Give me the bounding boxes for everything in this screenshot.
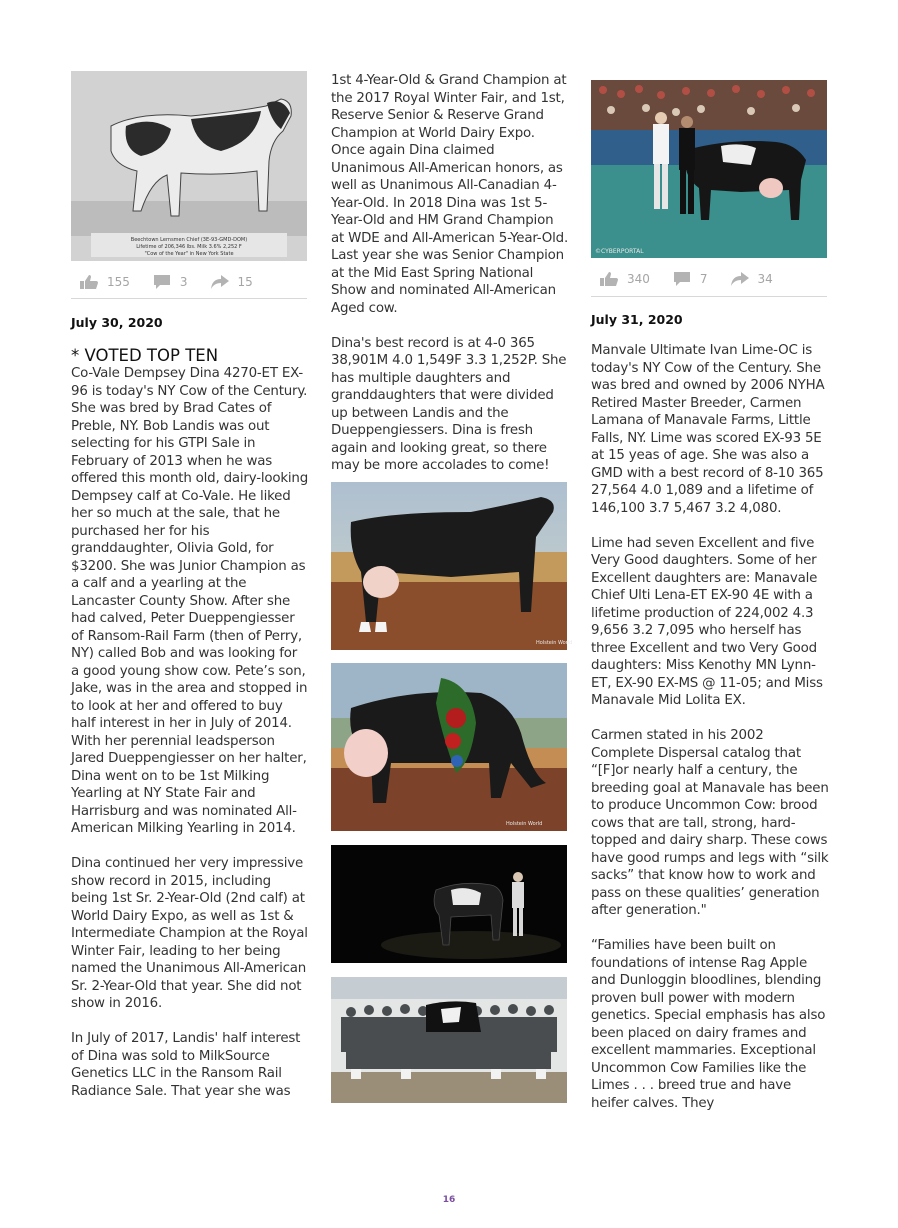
comment-icon[interactable] — [152, 274, 172, 290]
watermark: Holstein World — [536, 640, 573, 646]
thumbs-up-icon[interactable] — [79, 274, 99, 290]
cow-profile-illustration — [331, 482, 573, 650]
article-text — [591, 342, 829, 1130]
paragraph: Dina continued her very impressive show record in 2015, including being 1st Sr. 2-Year-Old (2nd calf) at World Dairy Expo, as well as 1st & Intermediate Champion at the Royal Winter Fair, leading to her being named the Unanimous All-American Sr. 2-Year-Old that year. She did not show in 2016. — [71, 856, 308, 1011]
shares-count: 15 — [237, 275, 253, 289]
social-bar — [599, 271, 795, 287]
likes-count: 340 — [627, 272, 650, 286]
paragraph: Co-Vale Dempsey Dina 4270-ET EX-96 is today's NY Cow of the Century. She was bred by Brad Cates of Preble, NY. Bob Landis was out selecting for his GTPI Sale in February of 2013 when he was offered this month old, dairy-looking Dempsey calf at Co-Vale. He liked her so much at the sale, that he purchased her for his granddaughter, Olivia Gold, for $3200. She was Junior Champion as a calf and a yearling at the Lancaster County Show. After she had calved, Peter Dueppengiesser of Ransom-Rail Farm (then of Perry, NY) called Bob and was looking for a good young show cow. Pete’s son, Jake, was in the area and stopped in to look at her and offered to buy half interest in her in July of 2014. With her perennial leadsperson Jared Dueppengiesser on her halter, Dina went on to be 1st Milking Yearling at NY State Fair and Harrisburg and was nominated All-American Milking Yearling in 2014. — [71, 366, 309, 836]
paragraph: Dina's best record is at 4-0 365 38,901M 4.0 1,549F 3.3 1,252P. She has multiple daughters and granddaughters that were divided up between Landis and the Dueppengiessers. Dina is fresh again and looking great, so there may be more accolades to come! — [331, 335, 567, 473]
social-bar — [79, 274, 275, 290]
thumbs-up-icon[interactable] — [599, 271, 619, 287]
page-number: 16 — [442, 1195, 456, 1205]
share-icon[interactable] — [730, 271, 750, 287]
paragraph: Manvale Ultimate Ivan Lime-OC is today's NY Cow of the Century. She was bred and owned by 2006 NYHA Retired Master Breeder, Carmen Lamana of Manavale Farms, Little Falls, NY. Lime was scored EX-93 5E at 15 yeas of age. She was also a GMD with a best record of 8-10 365 27,564 4.0 1,089 and a lifetime of 146,100 3.7 5,467 3.2 4,080. — [591, 343, 825, 516]
paragraph: In July of 2017, Landis' half interest of Dina was sold to MilkSource Genetics LLC in the Ransom Rail Radiance Sale. That year she was — [71, 1031, 301, 1099]
svg-text:Lifetime of 206,346 lbs. Milk: Lifetime of 206,346 lbs. Milk 3.6% 2,252 F — [136, 244, 242, 250]
divider — [591, 296, 827, 297]
paragraph: “Families have been built on foundations of intense Rag Apple and Dunloggin bloodlines, blending proven bull power with modern genetics. Special emphasis has also been placed on dairy frames and excellent mammaries. Exceptional Uncommon Cow Families like the Limes . . . breed true and have heifer calves. They — [591, 938, 826, 1111]
cow-illustration-bw — [71, 71, 307, 261]
share-icon[interactable] — [210, 274, 230, 290]
paragraph: 1st 4-Year-Old & Grand Champion at the 2017 Royal Winter Fair, and 1st, Reserve Senior & Reserve Grand Champion at World Dairy Expo. Once again Dina claimed Unanimous All-American honors, as well as Unanimous All-Canadian 4-Year-Old. In 2018 Dina was 1st 5-Year-Old and HM Grand Champion at WDE and All-American 5-Year-Old. Last year she was Senior Champion at the Mid East Spring National Show and nominated All-American Aged cow. — [331, 73, 569, 316]
post-date: July 30, 2020 — [71, 315, 163, 330]
headline: * VOTED TOP TEN — [71, 346, 219, 365]
arena-photo — [331, 845, 567, 963]
show-ring-illustration — [591, 80, 827, 258]
article-text — [331, 72, 569, 492]
comments-count: 3 — [179, 275, 188, 289]
divider — [71, 298, 307, 299]
shares-count: 34 — [757, 272, 773, 286]
watermark: Holstein World — [506, 821, 543, 827]
likes-count: 155 — [107, 275, 130, 289]
champion-cow-illustration — [331, 663, 567, 831]
post-date: July 31, 2020 — [591, 312, 683, 327]
comments-count: 7 — [699, 272, 708, 286]
article-text — [71, 365, 309, 1118]
paragraph: Lime had seven Excellent and five Very Good daughters. Some of her Excellent daughters are: Manavale Chief Ulti Lena-ET EX-90 4E with a lifetime production of 224,002 4.3 9,656 3.2 7,095 who herself has three Excellent and two Very Good daughters: Miss Kenothy MN Lynn-ET, EX-90 EX-MS @ 11-05; and Miss Manavale Mid Lolita EX. — [591, 535, 823, 708]
group-photo — [331, 977, 567, 1103]
paragraph: Carmen stated in his 2002 Complete Dispersal catalog that “[F]or nearly half a century, the breeding goal at Manavale has been to produce Uncommon Cow: brood cows that are tall, strong, hard-topped and dairy sharp. These cows have good rumps and legs with “silk sacks” that know how to work and pass on these qualities’ generation after generation." — [591, 728, 829, 918]
svg-text:Beechtown Lernsmen Chief (3E-9: Beechtown Lernsmen Chief (3E-93-GMD-DOM) — [130, 237, 248, 243]
comment-icon[interactable] — [672, 271, 692, 287]
arena-illustration — [331, 845, 567, 963]
svg-text:"Cow of the Year" in New York: "Cow of the Year" in New York State — [144, 251, 234, 257]
cow-photo-champion — [331, 663, 567, 831]
show-ring-photo — [591, 80, 827, 258]
cow-photo-profile — [331, 482, 573, 650]
photo-credit: ©CYBERPORTAL — [595, 248, 644, 255]
cow-photo-bw — [71, 71, 307, 261]
group-illustration — [331, 977, 567, 1103]
